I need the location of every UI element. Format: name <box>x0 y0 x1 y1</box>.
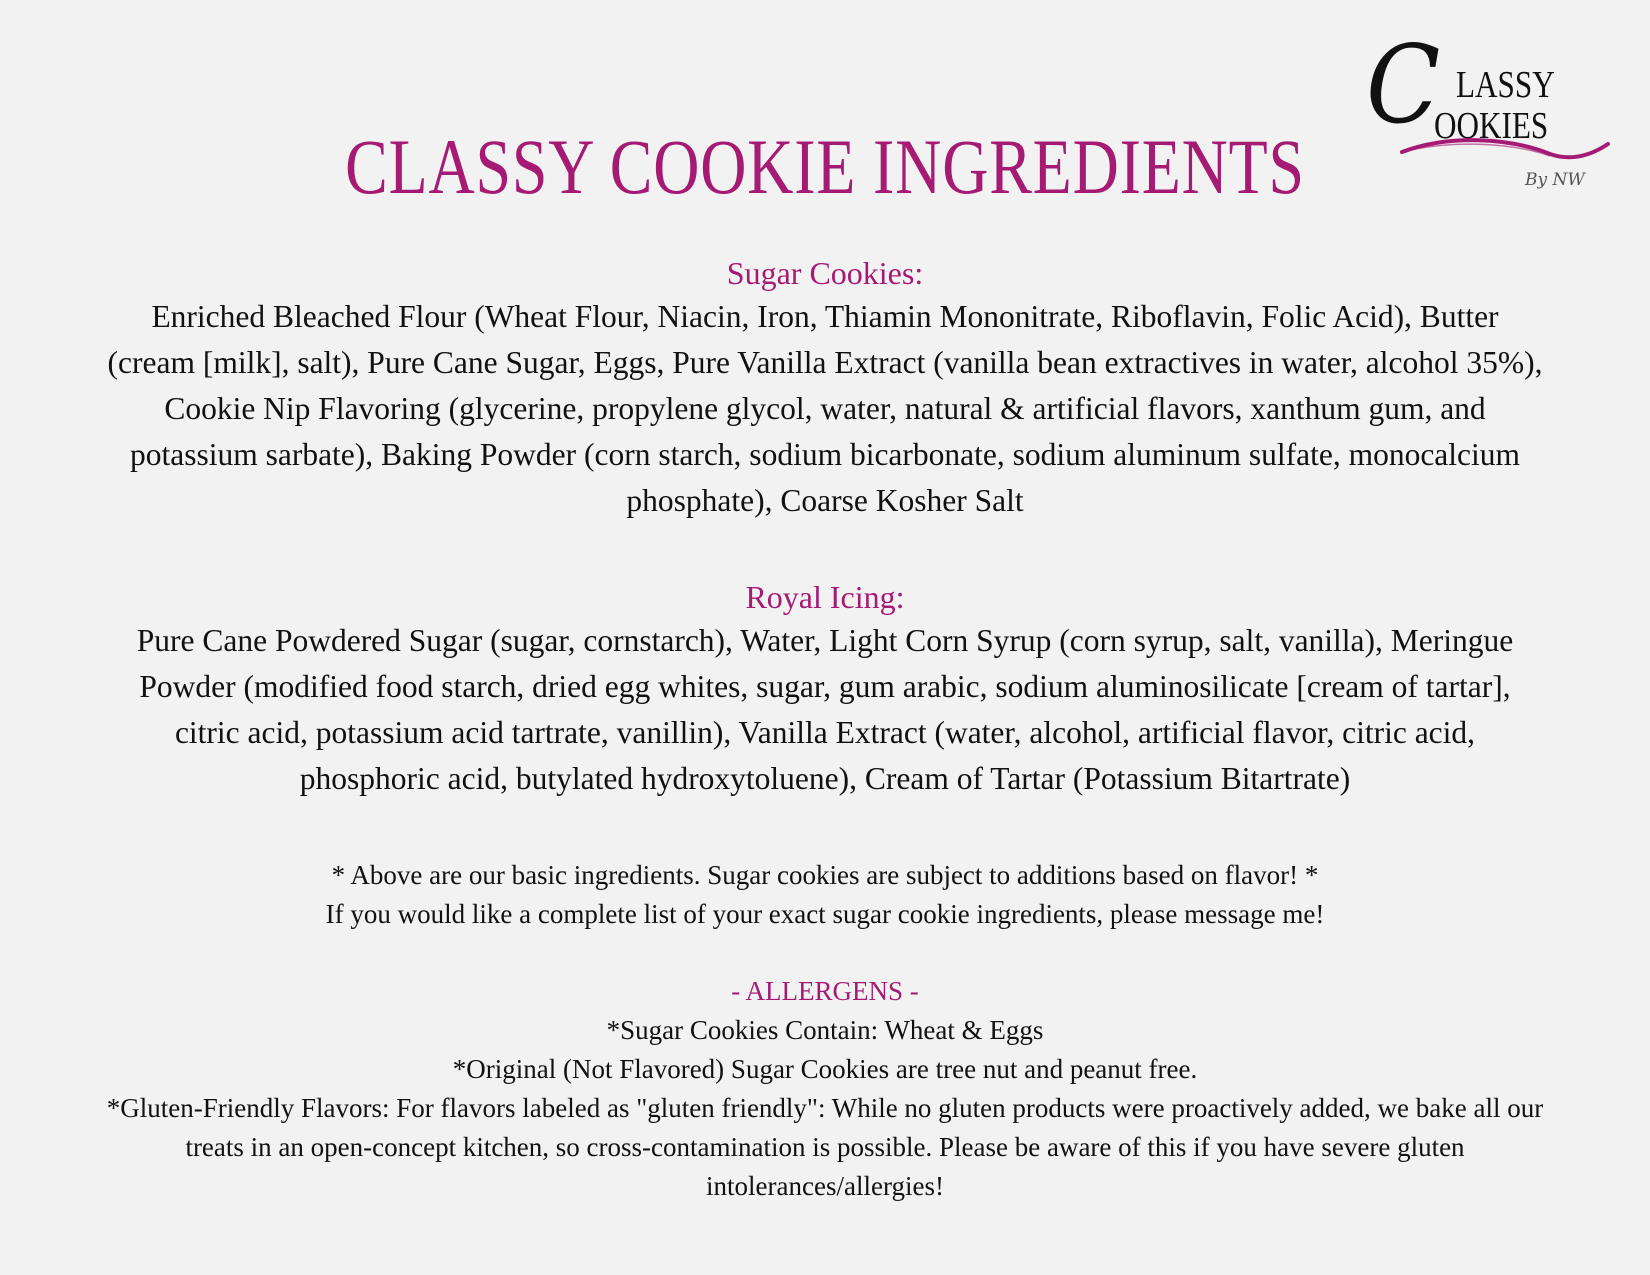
note-message-me: If you would like a complete list of your exact sugar cookie ingredients, please message me! <box>325 899 1325 929</box>
logo-word-top: LASSY <box>1456 64 1555 106</box>
royal-icing-section <box>105 576 1545 802</box>
notes-section <box>105 856 1545 934</box>
royal-icing-heading: Royal Icing: <box>745 579 905 615</box>
royal-icing-ingredients: Pure Cane Powdered Sugar (sugar, cornstarch), Water, Light Corn Syrup (corn syrup, salt, vanilla), Meringue Powder (modified food starch, dried egg whites, sugar, gum arabic, sodium aluminosilicate [cream of tartar], citric acid, potassium acid tartrate, vanillin), Vanilla Extract (water, alcohol, artificial flavor, citric acid, phosphoric acid, butylated hydroxytoluene), Cream of Tartar (Potassium Bitartrate) <box>136 623 1514 796</box>
logo-word-bottom: OOKIES <box>1434 105 1549 147</box>
allergen-nut-free: *Original (Not Flavored) Sugar Cookies are tree nut and peanut free. <box>452 1054 1198 1084</box>
allergen-gluten-friendly: *Gluten-Friendly Flavors: For flavors labeled as "gluten friendly": While no gluten products were proactively added, we bake all our treats in an open-concept kitchen, so cross-contamination is possible. Please be aware of this if you have severe gluten intolerances/allergies! <box>106 1093 1544 1201</box>
sugar-cookies-ingredients: Enriched Bleached Flour (Wheat Flour, Niacin, Iron, Thiamin Mononitrate, Riboflavin, Folic Acid), Butter (cream [milk], salt), Pure Cane Sugar, Eggs, Pure Vanilla Extract (vanilla bean extractives in water, alcohol 35%), Cookie Nip Flavoring (glycerine, propylene glycol, water, natural & artificial flavors, xanthum gum, and potassium sarbate), Baking Powder (corn starch, sodium bicarbonate, sodium aluminum sulfate, monocalcium phosphate), Coarse Kosher Salt <box>107 299 1543 518</box>
logo-big-letter: C <box>1366 23 1441 148</box>
allergens-section <box>105 972 1545 1206</box>
logo-byline: By NW <box>1525 170 1585 190</box>
sugar-cookies-heading: Sugar Cookies: <box>726 255 924 291</box>
sugar-cookies-section <box>105 252 1545 524</box>
note-basic-ingredients: * Above are our basic ingredients. Sugar cookies are subject to additions based on flavor! * <box>331 860 1319 890</box>
allergens-heading: - ALLERGENS - <box>731 976 919 1006</box>
allergen-contains: *Sugar Cookies Contain: Wheat & Eggs <box>606 1015 1044 1045</box>
page-title: CLASSY COOKIE INGREDIENTS <box>345 123 1305 210</box>
